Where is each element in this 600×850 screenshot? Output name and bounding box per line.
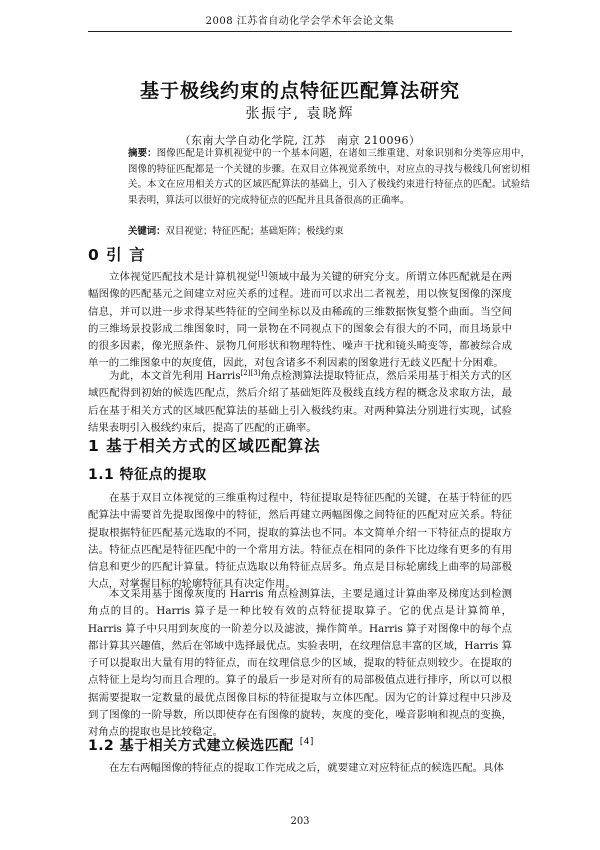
intro-p1-rest: 领域中最为关键的研究分支。所谓立体匹配就是在两幅图像的匹配基元之间建立对应关系的过程。进而可以求出二者视差，用以恢复图像的深度信息，并可以进一步求得某些特征的空间坐标以及由稀疏的三维数据恢复整个曲面。当空间的三维场景投影成二维图象时，同一景物在不同视点下的图象会有很大的不同，而且场景中的很多因素，像光照条件、景物几何形状和物理特性、噪声干扰和镜头畸变等，都被综合成单一的二维图象中的灰度值，因此，对包含诸多不利因素的图象进行无歧义匹配十分困难。 bbox=[88, 271, 512, 370]
running-header: 2008 江苏省自动化学会学术年会论文集 bbox=[88, 12, 512, 32]
section-1-1-paragraph-1: 在基于双目立体视觉的三维重构过程中，特征提取是特征匹配的关键，在基于特征的匹配算法中需要首先提取图像中的特征，然后再建立两幅图像之间特征的匹配对应关系。特征提取根据特征匹配基元选取的不同，提取的算法也不同。本文简单介绍一下特征点的提取方法。特征点匹配是特征匹配中的一个常用方法。特征点在相同的条件下比边缘有更多的有用信息和更少的匹配计算量。特征点选取以角特征点居多。角点是目标轮廓线上曲率的局部极大点，对掌握目标的轮廓特征具有决定作用。 bbox=[88, 492, 512, 591]
citation-ref: [2][3] bbox=[240, 369, 261, 377]
abstract-label: 摘要： bbox=[128, 148, 157, 159]
subsection-heading-1-2 bbox=[88, 735, 314, 755]
abstract bbox=[128, 146, 530, 208]
keywords-text: 双目视觉；特征匹配；基础矩阵；极线约束 bbox=[165, 226, 344, 237]
section-heading-introduction: 0 引 言 bbox=[88, 246, 146, 264]
page-number: 203 bbox=[290, 816, 310, 827]
keywords bbox=[128, 225, 530, 239]
intro-p1-text: 立体视觉匹配技术是计算机视觉 bbox=[109, 271, 258, 283]
paper-title: 基于极线约束的点特征匹配算法研究 bbox=[139, 80, 460, 102]
intro-p2-text: 为此，本文首先利用 Harris bbox=[109, 370, 241, 382]
citation-ref: [1] bbox=[257, 270, 268, 278]
keywords-label: 关键词： bbox=[128, 226, 166, 237]
section-heading-1: 1 基于相关方式的区域匹配算法 bbox=[88, 437, 321, 455]
citation-ref: [4] bbox=[299, 737, 314, 747]
subsection-heading-1-1: 1.1 特征点的提取 bbox=[88, 467, 207, 483]
section-1-2-paragraph-1: 在左右两幅图像的特征点的提取工作完成之后，就要建立对应特征点的候选匹配。具体 bbox=[109, 762, 504, 774]
paper-affiliation: （东南大学自动化学院, 江苏 南京 210096） bbox=[179, 134, 421, 147]
subsection-1-2-title: 1.2 基于相关方式建立候选匹配 bbox=[88, 738, 294, 754]
abstract-text: 图像匹配是计算机视觉中的一个基本问题，在诸如三维重建、对象识别和分类等应用中，图像的特征匹配都是一个关键的步骤。在双目立体视觉系统中，对应点的寻找与极线几何密切相关。本文在应用相关方式的区域匹配算法的基础上，引入了极线约束进行特征点的匹配。试验结果表明，算法可以很好的完成特征点的匹配并且具备很高的正确率。 bbox=[128, 148, 530, 206]
intro-paragraph-1 bbox=[88, 266, 512, 373]
intro-paragraph-2 bbox=[88, 365, 512, 437]
intro-p2-rest: 角点检测算法提取特征点，然后采用基于相关方式的区域匹配得到初始的候选匹配点，然后介绍了基础矩阵及极线直线方程的概念及求取方法，最后在基于相关方式的区域匹配算法的基础上引入极线约束。对两种算法分别进行实现，试验结果表明引入极线约束后，提高了匹配的正确率。 bbox=[88, 370, 512, 434]
section-1-1-paragraph-2: 本文采用基于图像灰度的 Harris 角点检测算法，主要是通过计算曲率及梯度达到检测角点的目的。Harris 算子是一种比较有效的点特征提取算子。它的优点是计算简单，Harris 算子中只用到灰度的一阶差分以及滤波，操作简单。Harris 算子对图像中的每个点都计算其兴趣值，然后在邻域中选择最优点。实验表明，在纹理信息丰富的区域，Harris 算子可以提取出大量有用的特征点，而在纹理信息少的区域，提取的特征点则较少。在提取的点特征上是均匀而且合理的。算子的最后一步是对所有的局部极值点进行排序，所以可以根据需要提取一定数量的最优点图像目标的特征提取与立体匹配。因为它的计算过程中只涉及到了图像的一阶导数，所以即使存在有图像的旋转，灰度的变化，噪音影响和视点的变换，对角点的提取也是比较稳定。 bbox=[88, 588, 512, 739]
paper-authors: 张振宇, 袁晓辉 bbox=[245, 106, 355, 122]
